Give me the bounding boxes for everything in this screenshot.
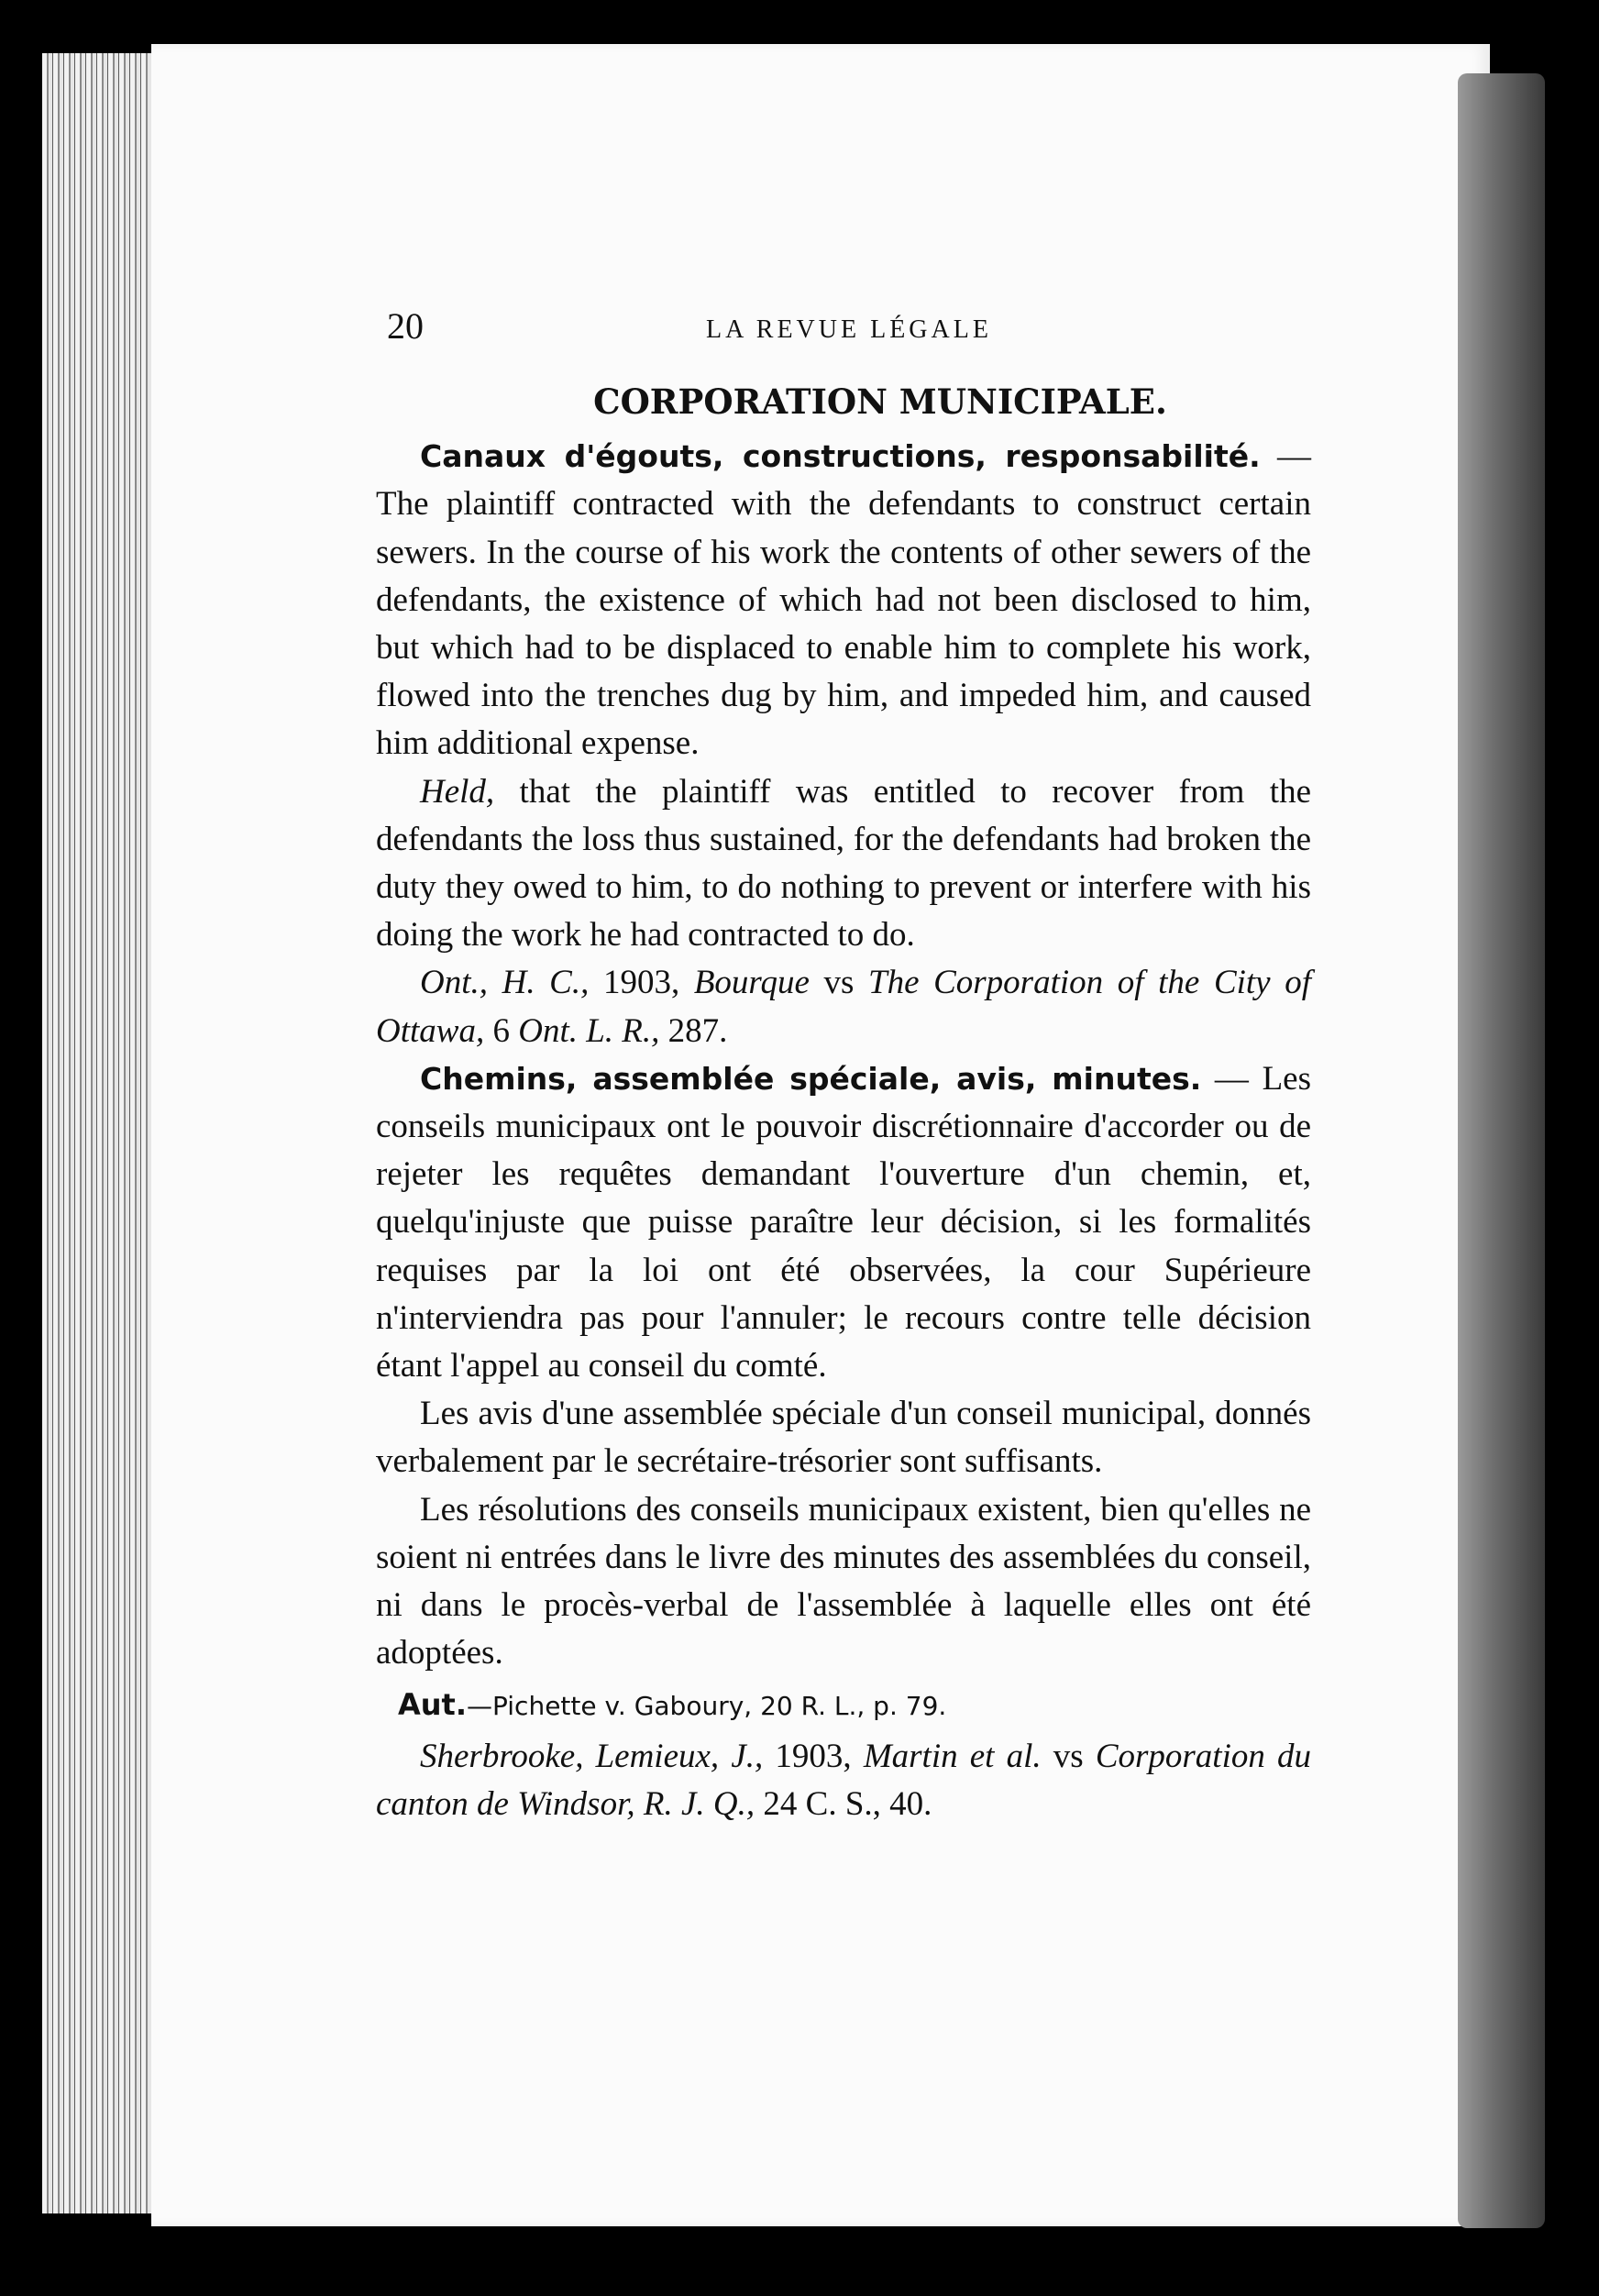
running-head xyxy=(376,303,1311,358)
case2-para2: Les avis d'une assemblée spéciale d'un conseil municipal, donnés verbalement par le secrétaire-trésorier sont suffisants. xyxy=(376,1395,1311,1481)
case1-held-text: that the plaintiff was entitled to recover from the defendants the loss thus sustained, for the defendants had broken the duty they owed to him, to do nothing to prevent or interfere with his doing the work he had contracted to do. xyxy=(376,772,1311,955)
case2-year: 1903, xyxy=(763,1737,864,1775)
case1-dash: — xyxy=(1260,437,1311,476)
case2-para1-text: Les conseils municipaux ont le pouvoir discrétionnaire d'accorder ou de rejeter les requêtes demandant l'ouverture d'un chemin, et, quelqu'injuste que puisse paraître leur décision, si les formalités requises par la loi ont été observées, la cour Supérieure n'interviendra pas pour l'annuler; le recours contre telle décision étant l'appel au conseil du comté. xyxy=(376,1059,1311,1385)
case2-party1: Martin et al. xyxy=(863,1737,1042,1775)
case2-dash: — xyxy=(1201,1059,1263,1098)
page-number: 20 xyxy=(387,305,424,347)
case2-report-page: 24 C. S., 40. xyxy=(755,1784,932,1823)
case1-held-label: Held, xyxy=(420,772,495,811)
case2-citation xyxy=(376,1733,1311,1828)
case1-report-name: Ont. L. R., xyxy=(518,1011,660,1050)
case1-report-volume: 6 xyxy=(484,1011,519,1050)
case2-authority xyxy=(376,1681,1311,1730)
case2-heading: Chemins, assemblée spéciale, avis, minutes. xyxy=(420,1060,1202,1097)
case1-court: Ont., H. C., xyxy=(420,964,590,1002)
case1-summary xyxy=(376,433,1311,767)
case2-vs: vs xyxy=(1041,1737,1096,1775)
page-stack-edge xyxy=(42,53,161,2213)
case2-para1 xyxy=(376,1055,1311,1390)
case1-heading: Canaux d'égouts, constructions, responsabilité. xyxy=(420,438,1261,475)
section-title: CORPORATION MUNICIPALE. xyxy=(593,381,1167,422)
book-gutter xyxy=(1458,73,1545,2228)
case2-court: Sherbrooke, Lemieux, J., xyxy=(420,1737,764,1775)
case1-party1: Bourque xyxy=(693,964,810,1002)
case1-year: 1903, xyxy=(589,964,694,1002)
case1-summary-text: The plaintiff contracted with the defendants to construct certain sewers. In the course of his work the contents of other sewers of the defendants, the existence of which had not been disclosed to him, but which had to be displaced to enable him to complete his work, flowed into the trenches dug by him, and impeded him, and caused him additional expense. xyxy=(376,485,1311,763)
journal-title: LA REVUE LÉGALE xyxy=(706,315,992,344)
case1-vs: vs xyxy=(809,964,868,1002)
authority-label: Aut. xyxy=(398,1687,467,1723)
case1-citation xyxy=(376,959,1311,1054)
case1-party2: The Corporation of the City of Ottawa, xyxy=(376,964,1311,1050)
case1-report-page: 287. xyxy=(659,1011,728,1050)
page-content xyxy=(376,303,1311,1828)
case1-held xyxy=(376,768,1311,960)
case2-para3: Les résolutions des conseils municipaux existent, bien qu'elles ne soient ni entrées dans le livre des minutes des assemblées du conseil, ni dans le procès-verbal de l'assemblée à laquelle elles ont été adoptées. xyxy=(376,1490,1311,1672)
authority-text: —Pichette v. Gaboury, 20 R. L., p. 79. xyxy=(467,1691,947,1722)
case2-report-name: R. J. Q., xyxy=(634,1784,755,1823)
case2-party2: Corporation du canton de Windsor, xyxy=(376,1737,1312,1823)
